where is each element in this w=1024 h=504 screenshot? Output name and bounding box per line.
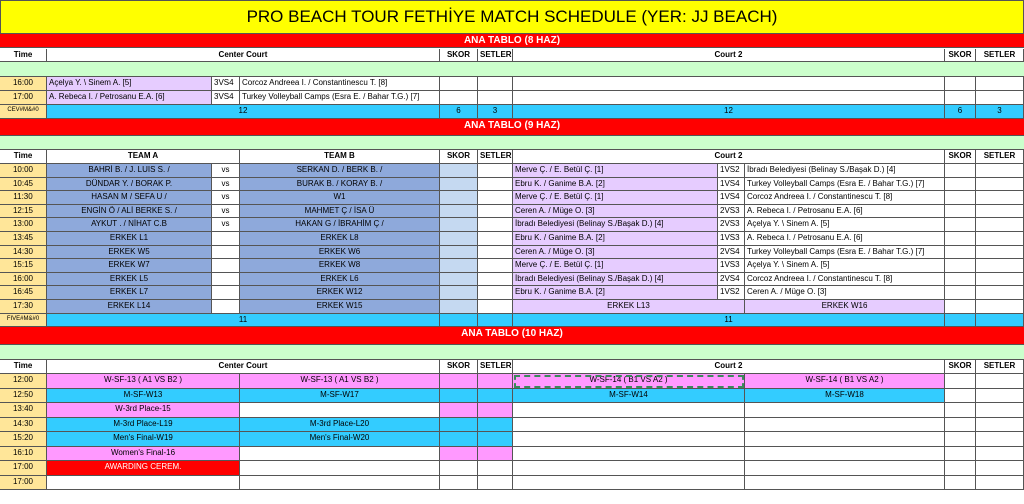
setler-cell[interactable] bbox=[478, 389, 513, 404]
header-court-2: Court 2 bbox=[513, 49, 945, 62]
team-b-cell[interactable]: BURAK B. / KORAY B. / bbox=[240, 178, 440, 192]
court2-team-a-cell[interactable]: ERKEK L13 bbox=[513, 300, 745, 314]
setler-cell[interactable] bbox=[478, 164, 513, 178]
setler-cell[interactable] bbox=[478, 300, 513, 314]
header-court-2: Court 2 bbox=[513, 360, 945, 374]
skor-cell[interactable] bbox=[945, 432, 976, 447]
totals-setler: 3 bbox=[478, 105, 513, 119]
skor-cell[interactable] bbox=[945, 77, 976, 91]
team-b-cell[interactable]: ERKEK W12 bbox=[240, 286, 440, 300]
schedule-title: PRO BEACH TOUR FETHİYE MATCH SCHEDULE (YER: JJ BEACH) bbox=[0, 0, 1024, 34]
skor-cell[interactable] bbox=[440, 432, 478, 447]
setler-cell[interactable] bbox=[478, 246, 513, 260]
setler-cell[interactable] bbox=[478, 286, 513, 300]
skor-cell[interactable] bbox=[440, 205, 478, 219]
vs-cell: 1VS4 bbox=[718, 178, 745, 192]
header-setler-2: SETLER bbox=[976, 360, 1024, 374]
setler-cell[interactable] bbox=[976, 403, 1024, 418]
center-court-a-cell[interactable]: Women's Final-16 bbox=[47, 447, 240, 462]
header-skor-2: SKOR bbox=[945, 360, 976, 374]
skor-cell[interactable] bbox=[945, 205, 976, 219]
setler-cell[interactable] bbox=[478, 432, 513, 447]
skor-cell[interactable] bbox=[440, 447, 478, 462]
header-team-a: TEAM A bbox=[47, 150, 240, 164]
setler-cell[interactable] bbox=[976, 218, 1024, 232]
day2-match-row bbox=[0, 205, 1024, 219]
skor-cell[interactable] bbox=[440, 77, 478, 91]
vs-cell: 3VS4 bbox=[212, 77, 240, 91]
skor-cell[interactable] bbox=[440, 259, 478, 273]
skor-cell[interactable] bbox=[945, 418, 976, 433]
time-cell: 17:30 bbox=[0, 300, 47, 314]
day2-band: ANA TABLO (9 HAZ) bbox=[0, 119, 1024, 136]
time-cell: 12:15 bbox=[0, 205, 47, 219]
day1-header-row bbox=[0, 49, 1024, 62]
vs-cell bbox=[212, 286, 240, 300]
center-court-b-cell[interactable]: W-SF-13 ( A1 VS B2 ) bbox=[240, 374, 440, 389]
setler-cell[interactable] bbox=[976, 91, 1024, 105]
skor-cell[interactable] bbox=[440, 403, 478, 418]
center-court-b-cell[interactable] bbox=[240, 476, 440, 491]
setler-cell[interactable] bbox=[976, 205, 1024, 219]
court2-b-cell[interactable] bbox=[745, 461, 945, 476]
setler-cell[interactable] bbox=[478, 447, 513, 462]
vs-cell: 1VS2 bbox=[718, 286, 745, 300]
setler-cell[interactable] bbox=[976, 389, 1024, 404]
setler-cell[interactable] bbox=[478, 273, 513, 287]
setler-cell[interactable] bbox=[976, 232, 1024, 246]
totals-center: 11 bbox=[47, 314, 440, 327]
day2-match-row bbox=[0, 286, 1024, 300]
setler-cell[interactable] bbox=[976, 418, 1024, 433]
day2-match-row bbox=[0, 273, 1024, 287]
court2-team-b-cell[interactable]: Turkey Volleyball Camps (Esra E. / Bahar T.G.) [7] bbox=[745, 246, 945, 260]
vs-cell: 2VS4 bbox=[718, 273, 745, 287]
setler-cell[interactable] bbox=[976, 300, 1024, 314]
skor-cell[interactable] bbox=[945, 300, 976, 314]
skor-cell[interactable] bbox=[440, 374, 478, 389]
team-b-cell[interactable]: MAHMET Ç / İSA Ü bbox=[240, 205, 440, 219]
court2-team-b-cell[interactable]: Corcoz Andreea I. / Constantinescu T. [8] bbox=[745, 273, 945, 287]
court2-team-b-cell[interactable]: Açelya Y. \ Sinem A. [5] bbox=[745, 259, 945, 273]
day2-match-row bbox=[0, 218, 1024, 232]
setler-cell[interactable] bbox=[478, 232, 513, 246]
time-cell: 15:20 bbox=[0, 432, 47, 447]
vs-cell: 3VS4 bbox=[212, 91, 240, 105]
setler-cell[interactable] bbox=[976, 461, 1024, 476]
team-b-cell[interactable]: ERKEK L8 bbox=[240, 232, 440, 246]
setler-cell[interactable] bbox=[976, 476, 1024, 491]
court2-team-b-cell[interactable]: İbradı Belediyesi (Belinay S./Başak D.) [4] bbox=[745, 164, 945, 178]
skor-cell[interactable] bbox=[440, 418, 478, 433]
team-b-cell[interactable]: ERKEK W15 bbox=[240, 300, 440, 314]
skor-cell[interactable] bbox=[440, 232, 478, 246]
skor-cell[interactable] bbox=[440, 286, 478, 300]
setler-cell[interactable] bbox=[478, 461, 513, 476]
court2-team-b-cell[interactable]: A. Rebeca I. / Petrosanu E.A. [6] bbox=[745, 232, 945, 246]
vs-cell: 1VS3 bbox=[718, 232, 745, 246]
skor-cell[interactable] bbox=[440, 191, 478, 205]
skor-cell[interactable] bbox=[945, 286, 976, 300]
skor-cell[interactable] bbox=[945, 246, 976, 260]
day1-band: ANA TABLO (8 HAZ) bbox=[0, 34, 1024, 48]
vs-cell bbox=[212, 259, 240, 273]
skor-cell[interactable] bbox=[440, 218, 478, 232]
setler-cell[interactable] bbox=[478, 418, 513, 433]
vs-cell bbox=[212, 300, 240, 314]
time-cell: 12:00 bbox=[0, 374, 47, 389]
setler-cell[interactable] bbox=[976, 447, 1024, 462]
header-setler-2: SETLER bbox=[976, 49, 1024, 62]
center-court-a-cell[interactable]: W-SF-13 ( A1 VS B2 ) bbox=[47, 374, 240, 389]
skor-cell[interactable] bbox=[945, 389, 976, 404]
setler-cell[interactable] bbox=[976, 246, 1024, 260]
team-b-cell[interactable]: ERKEK L6 bbox=[240, 273, 440, 287]
setler-cell[interactable] bbox=[976, 178, 1024, 192]
court2-a-cell[interactable] bbox=[513, 418, 745, 433]
setler-cell[interactable] bbox=[976, 191, 1024, 205]
skor-cell[interactable] bbox=[945, 178, 976, 192]
court2-b-cell[interactable] bbox=[745, 432, 945, 447]
time-cell: 16:00 bbox=[0, 77, 47, 91]
header-team-b: TEAM B bbox=[240, 150, 440, 164]
court2-team-b-cell[interactable]: Açelya Y. \ Sinem A. [5] bbox=[745, 218, 945, 232]
time-cell: 13:40 bbox=[0, 403, 47, 418]
time-cell: 16:00 bbox=[0, 273, 47, 287]
court2-b-cell[interactable] bbox=[745, 476, 945, 491]
court2-b-cell[interactable] bbox=[745, 447, 945, 462]
center-court-b-cell[interactable] bbox=[240, 447, 440, 462]
vs-cell: 1VS3 bbox=[718, 259, 745, 273]
court2-team-a-cell[interactable]: İbradı Belediyesi (Belinay S./Başak D.) [4] bbox=[513, 218, 718, 232]
time-cell: 17:00 bbox=[0, 461, 47, 476]
day2-match-row bbox=[0, 178, 1024, 192]
skor-cell[interactable] bbox=[440, 300, 478, 314]
time-cell: 13:45 bbox=[0, 232, 47, 246]
header-skor: SKOR bbox=[440, 49, 478, 62]
totals-setler bbox=[478, 314, 513, 327]
time-cell: 16:10 bbox=[0, 447, 47, 462]
center-court-a-cell[interactable]: M-SF-W13 bbox=[47, 389, 240, 404]
court2-team-b-cell[interactable]: A. Rebeca I. / Petrosanu E.A. [6] bbox=[745, 205, 945, 219]
header-court-2: Court 2 bbox=[513, 150, 945, 164]
vs-cell: vs bbox=[212, 164, 240, 178]
skor-cell[interactable] bbox=[945, 374, 976, 389]
vs-cell bbox=[212, 246, 240, 260]
day2-match-row bbox=[0, 191, 1024, 205]
skor-cell[interactable] bbox=[945, 461, 976, 476]
court2-a-cell[interactable]: W-SF-14 ( B1 VS A2 ) bbox=[513, 374, 745, 389]
vs-cell bbox=[212, 232, 240, 246]
court2-a-cell[interactable] bbox=[513, 447, 745, 462]
court2-team-b-cell[interactable]: ERKEK W16 bbox=[745, 300, 945, 314]
header-skor: SKOR bbox=[440, 360, 478, 374]
time-cell: 11:30 bbox=[0, 191, 47, 205]
skor-cell[interactable] bbox=[440, 178, 478, 192]
team-a-cell[interactable]: HASAN M / SEFA U / bbox=[47, 191, 212, 205]
time-cell: 14:30 bbox=[0, 246, 47, 260]
spacer-row bbox=[0, 136, 1024, 150]
center-court-b-cell[interactable] bbox=[240, 403, 440, 418]
team-a-cell[interactable]: ERKEK W5 bbox=[47, 246, 212, 260]
vs-cell: vs bbox=[212, 178, 240, 192]
vs-cell: vs bbox=[212, 191, 240, 205]
skor-cell[interactable] bbox=[945, 273, 976, 287]
team-a-cell[interactable]: ERKEK L14 bbox=[47, 300, 212, 314]
skor-cell[interactable] bbox=[945, 447, 976, 462]
time-cell: 10:00 bbox=[0, 164, 47, 178]
skor-cell[interactable] bbox=[945, 164, 976, 178]
court2-cell[interactable] bbox=[513, 77, 945, 91]
time-cell: 13:00 bbox=[0, 218, 47, 232]
team-b-cell[interactable]: Turkey Volleyball Camps (Esra E. / Bahar T.G.) [7] bbox=[240, 91, 440, 105]
skor-cell[interactable] bbox=[440, 461, 478, 476]
header-setler: SETLER bbox=[478, 49, 513, 62]
vs-cell: 1VS2 bbox=[718, 164, 745, 178]
skor-cell[interactable] bbox=[945, 403, 976, 418]
team-b-cell[interactable]: ERKEK W8 bbox=[240, 259, 440, 273]
time-cell: 14:30 bbox=[0, 418, 47, 433]
team-a-cell[interactable]: AYKUT . / NİHAT C.B bbox=[47, 218, 212, 232]
court2-team-b-cell[interactable]: Ceren A. / Müge O. [3] bbox=[745, 286, 945, 300]
day2-totals-row bbox=[0, 314, 1024, 327]
court2-team-b-cell[interactable]: Turkey Volleyball Camps (Esra E. / Bahar T.G.) [7] bbox=[745, 178, 945, 192]
header-skor-2: SKOR bbox=[945, 150, 976, 164]
header-time: Time bbox=[0, 49, 47, 62]
header-time: Time bbox=[0, 360, 47, 374]
vs-cell: 2VS3 bbox=[718, 205, 745, 219]
day2-match-row bbox=[0, 259, 1024, 273]
skor-cell[interactable] bbox=[945, 218, 976, 232]
setler-cell[interactable] bbox=[478, 374, 513, 389]
skor-cell[interactable] bbox=[440, 273, 478, 287]
spacer-row bbox=[0, 345, 1024, 360]
header-time: Time bbox=[0, 150, 47, 164]
court2-team-a-cell[interactable]: Ebru K. / Ganime B.A. [2] bbox=[513, 286, 718, 300]
team-b-cell[interactable]: W1 bbox=[240, 191, 440, 205]
setler-cell[interactable] bbox=[976, 374, 1024, 389]
header-setler-2: SETLER bbox=[976, 150, 1024, 164]
court2-a-cell[interactable] bbox=[513, 476, 745, 491]
center-court-a-cell[interactable] bbox=[47, 476, 240, 491]
team-a-cell[interactable]: ERKEK L5 bbox=[47, 273, 212, 287]
setler-cell[interactable] bbox=[976, 286, 1024, 300]
skor-cell[interactable] bbox=[945, 259, 976, 273]
court2-team-a-cell[interactable]: İbradı Belediyesi (Belinay S./Başak D.) [4] bbox=[513, 273, 718, 287]
team-b-cell[interactable]: SERKAN D. / BERK B. / bbox=[240, 164, 440, 178]
header-center-court: Center Court bbox=[47, 360, 440, 374]
totals-court2: 12 bbox=[513, 105, 945, 119]
center-court-b-cell[interactable]: M-SF-W17 bbox=[240, 389, 440, 404]
time-cell: 10:45 bbox=[0, 178, 47, 192]
team-a-cell[interactable]: Açelya Y. \ Sinem A. [5] bbox=[47, 77, 212, 91]
team-b-cell[interactable]: Corcoz Andreea I. / Constantinescu T. [8] bbox=[240, 77, 440, 91]
setler-cell[interactable] bbox=[976, 259, 1024, 273]
skor-cell[interactable] bbox=[945, 91, 976, 105]
day3-match-row bbox=[0, 403, 1024, 418]
header-skor-2: SKOR bbox=[945, 49, 976, 62]
time-cell: 12:50 bbox=[0, 389, 47, 404]
skor-cell[interactable] bbox=[945, 232, 976, 246]
day2-header-row bbox=[0, 150, 1024, 164]
court2-b-cell[interactable]: W-SF-14 ( B1 VS A2 ) bbox=[745, 374, 945, 389]
team-b-cell[interactable]: ERKEK W6 bbox=[240, 246, 440, 260]
vs-cell: 2VS3 bbox=[718, 218, 745, 232]
setler-cell[interactable] bbox=[976, 164, 1024, 178]
day3-match-row bbox=[0, 418, 1024, 433]
spacer-row bbox=[0, 62, 1024, 77]
court2-b-cell[interactable] bbox=[745, 403, 945, 418]
setler-cell[interactable] bbox=[478, 205, 513, 219]
setler-cell[interactable] bbox=[478, 77, 513, 91]
setler-cell[interactable] bbox=[976, 77, 1024, 91]
court2-team-a-cell[interactable]: Merve Ç. / E. Betül Ç. [1] bbox=[513, 191, 718, 205]
day1-totals-row bbox=[0, 105, 1024, 119]
header-skor: SKOR bbox=[440, 150, 478, 164]
setler-cell[interactable] bbox=[976, 273, 1024, 287]
day3-match-row bbox=[0, 432, 1024, 447]
setler-cell[interactable] bbox=[478, 476, 513, 491]
center-court-a-cell[interactable]: AWARDING CEREM. bbox=[47, 461, 240, 476]
totals-skor2 bbox=[945, 314, 976, 327]
setler-cell[interactable] bbox=[478, 218, 513, 232]
time-cell: 17:00 bbox=[0, 91, 47, 105]
totals-skor bbox=[440, 314, 478, 327]
day3-match-row bbox=[0, 389, 1024, 404]
setler-cell[interactable] bbox=[478, 191, 513, 205]
team-a-cell[interactable]: ENGİN Ö / ALİ BERKE S. / bbox=[47, 205, 212, 219]
day2-match-row bbox=[0, 232, 1024, 246]
skor-cell[interactable] bbox=[440, 389, 478, 404]
totals-court2: 11 bbox=[513, 314, 945, 327]
team-a-cell[interactable]: ERKEK W7 bbox=[47, 259, 212, 273]
day3-match-row bbox=[0, 476, 1024, 491]
court2-a-cell[interactable] bbox=[513, 432, 745, 447]
vs-cell: 2VS4 bbox=[718, 246, 745, 260]
vs-cell bbox=[212, 273, 240, 287]
skor-cell[interactable] bbox=[440, 91, 478, 105]
skor-cell[interactable] bbox=[440, 246, 478, 260]
day3-match-row bbox=[0, 447, 1024, 462]
header-center-court: Center Court bbox=[47, 49, 440, 62]
day1-match-row bbox=[0, 91, 1024, 105]
vs-cell: 1VS4 bbox=[718, 191, 745, 205]
team-a-cell[interactable]: ERKEK L1 bbox=[47, 232, 212, 246]
court2-team-a-cell[interactable]: Merve Ç. / E. Betül Ç. [1] bbox=[513, 164, 718, 178]
court2-b-cell[interactable] bbox=[745, 418, 945, 433]
setler-cell[interactable] bbox=[976, 432, 1024, 447]
skor-cell[interactable] bbox=[440, 476, 478, 491]
team-a-cell[interactable]: ERKEK L7 bbox=[47, 286, 212, 300]
time-cell: 17:00 bbox=[0, 476, 47, 491]
setler-cell[interactable] bbox=[478, 91, 513, 105]
setler-cell[interactable] bbox=[478, 403, 513, 418]
header-setler: SETLER bbox=[478, 360, 513, 374]
vs-cell: vs bbox=[212, 218, 240, 232]
team-a-cell[interactable]: DÜNDAR Y. / BORAK P. bbox=[47, 178, 212, 192]
court2-team-a-cell[interactable]: Ceren A. / Müge O. [3] bbox=[513, 246, 718, 260]
totals-skor: 6 bbox=[440, 105, 478, 119]
court2-team-a-cell[interactable]: Ceren A. / Müge O. [3] bbox=[513, 205, 718, 219]
center-court-b-cell[interactable]: Men's Final-W20 bbox=[240, 432, 440, 447]
center-court-b-cell[interactable]: M-3rd Place-L20 bbox=[240, 418, 440, 433]
time-cell: 16:45 bbox=[0, 286, 47, 300]
center-court-a-cell[interactable]: M-3rd Place-L19 bbox=[47, 418, 240, 433]
day3-match-row bbox=[0, 374, 1024, 389]
court2-team-a-cell[interactable]: Ebru K. / Ganime B.A. [2] bbox=[513, 232, 718, 246]
court2-a-cell[interactable] bbox=[513, 461, 745, 476]
totals-skor2: 6 bbox=[945, 105, 976, 119]
center-court-a-cell[interactable]: Men's Final-W19 bbox=[47, 432, 240, 447]
time-cell: 15:15 bbox=[0, 259, 47, 273]
court2-team-b-cell[interactable]: Corcoz Andreea I. / Constantinescu T. [8] bbox=[745, 191, 945, 205]
setler-cell[interactable] bbox=[478, 178, 513, 192]
header-setler: SETLER bbox=[478, 150, 513, 164]
court2-team-a-cell[interactable]: Merve Ç. / E. Betül Ç. [1] bbox=[513, 259, 718, 273]
day2-match-row bbox=[0, 246, 1024, 260]
court2-team-a-cell[interactable]: Ebru K. / Ganime B.A. [2] bbox=[513, 178, 718, 192]
skor-cell[interactable] bbox=[440, 164, 478, 178]
team-a-cell[interactable]: A. Rebeca I. / Petrosanu E.A. [6] bbox=[47, 91, 212, 105]
day3-band: ANA TABLO (10 HAZ) bbox=[0, 327, 1024, 345]
totals-center: 12 bbox=[47, 105, 440, 119]
center-court-b-cell[interactable] bbox=[240, 461, 440, 476]
day3-match-row bbox=[0, 461, 1024, 476]
skor-cell[interactable] bbox=[945, 191, 976, 205]
day2-match-row bbox=[0, 300, 1024, 314]
court2-a-cell[interactable]: M-SF-W14 bbox=[513, 389, 745, 404]
skor-cell[interactable] bbox=[945, 476, 976, 491]
day1-match-row bbox=[0, 77, 1024, 91]
day3-header-row bbox=[0, 360, 1024, 374]
court2-cell[interactable] bbox=[513, 91, 945, 105]
totals-label: FIVE#M&#0 bbox=[0, 314, 47, 327]
team-b-cell[interactable]: HAKAN G / İBRAHİM Ç / bbox=[240, 218, 440, 232]
court2-b-cell[interactable]: M-SF-W18 bbox=[745, 389, 945, 404]
court2-a-cell[interactable] bbox=[513, 403, 745, 418]
setler-cell[interactable] bbox=[478, 259, 513, 273]
center-court-a-cell[interactable]: W-3rd Place-15 bbox=[47, 403, 240, 418]
day2-match-row bbox=[0, 164, 1024, 178]
totals-setler2 bbox=[976, 314, 1024, 327]
vs-cell: vs bbox=[212, 205, 240, 219]
totals-setler2: 3 bbox=[976, 105, 1024, 119]
totals-label: CEV#M&#0 bbox=[0, 105, 47, 119]
team-a-cell[interactable]: BAHRİ B. / J. LUIS S. / bbox=[47, 164, 212, 178]
